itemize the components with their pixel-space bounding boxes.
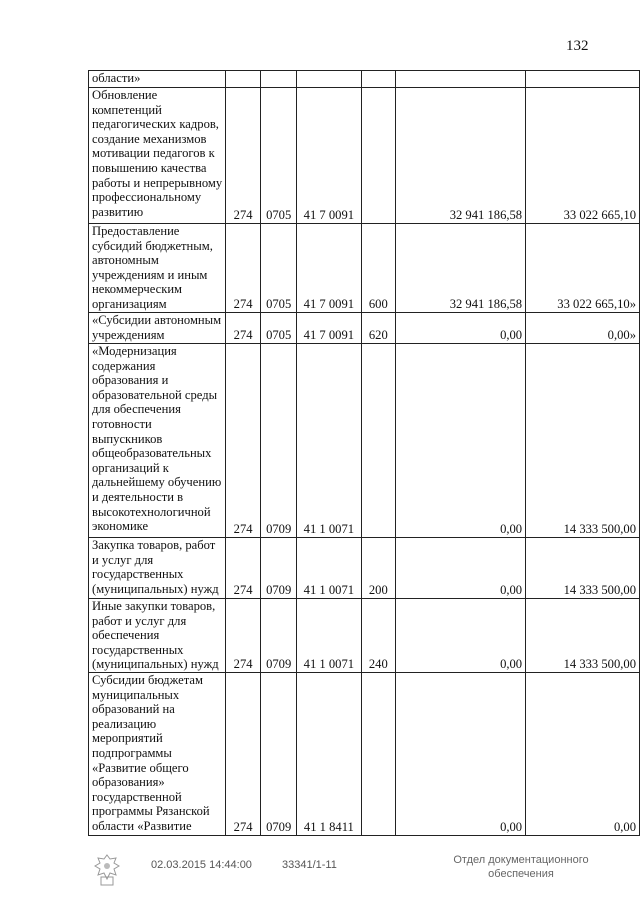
row-vr: 600 (361, 224, 395, 313)
row-sum-b (526, 71, 640, 88)
row-vr (361, 673, 395, 836)
row-section: 0705 (261, 88, 296, 224)
row-section: 0705 (261, 313, 296, 344)
row-target: 41 1 8411 (296, 673, 361, 836)
row-name: Субсидии бюджетам муниципальных образований на реализацию мероприятий подпрограммы «Развитие общего образования» государственной программы Рязанской области «Развитие (89, 673, 226, 836)
page-number: 132 (566, 38, 589, 54)
table-row (89, 538, 640, 599)
table-row (89, 344, 640, 538)
footer-datetime: 02.03.2015 14:44:00 (151, 859, 252, 871)
row-sum-a: 32 941 186,58 (395, 88, 525, 224)
row-name: Предоставление субсидий бюджетным, автономным учреждениям и иным некоммерческим организациям (89, 224, 226, 313)
table-row (89, 224, 640, 313)
row-sum-a: 0,00 (395, 673, 525, 836)
row-vr (361, 71, 395, 88)
row-vr: 200 (361, 538, 395, 599)
row-vr (361, 88, 395, 224)
row-grbs: 274 (225, 538, 261, 599)
table-row (89, 313, 640, 344)
row-sum-b: 14 333 500,00 (526, 538, 640, 599)
row-section: 0709 (261, 673, 296, 836)
row-sum-a: 0,00 (395, 344, 525, 538)
budget-table (88, 70, 640, 836)
row-grbs: 274 (225, 224, 261, 313)
row-section: 0705 (261, 224, 296, 313)
row-sum-b: 14 333 500,00 (526, 344, 640, 538)
row-grbs: 274 (225, 88, 261, 224)
row-sum-b: 33 022 665,10» (526, 224, 640, 313)
row-sum-b: 0,00» (526, 313, 640, 344)
table-row (89, 88, 640, 224)
row-section: 0709 (261, 344, 296, 538)
row-sum-a: 0,00 (395, 313, 525, 344)
row-grbs: 274 (225, 599, 261, 673)
row-target: 41 7 0091 (296, 313, 361, 344)
row-sum-a: 32 941 186,58 (395, 224, 525, 313)
coat-of-arms-icon (92, 853, 122, 887)
footer-office-line1: Отдел документационного (453, 854, 589, 866)
footer-office-line2: обеспечения (488, 868, 554, 880)
table-row (89, 673, 640, 836)
row-name: Закупка товаров, работ и услуг для государственных (муниципальных) нужд (89, 538, 226, 599)
row-sum-a: 0,00 (395, 599, 525, 673)
row-target: 41 7 0091 (296, 224, 361, 313)
row-name: области» (89, 71, 226, 88)
row-sum-a (395, 71, 525, 88)
row-grbs: 274 (225, 344, 261, 538)
footer-office-stamp (446, 853, 596, 881)
row-section (261, 71, 296, 88)
row-section: 0709 (261, 538, 296, 599)
footer-doc-code: 33341/1-11 (282, 859, 337, 871)
row-grbs (225, 71, 261, 88)
table-row (89, 71, 640, 88)
row-name: Иные закупки товаров, работ и услуг для обеспечения государственных (муниципальных) нужд (89, 599, 226, 673)
row-name: «Модернизация содержания образования и образовательной среды для обеспечения готовности выпускников общеобразовательных организаций к дальнейшему обучению и деятельности в высокотехнологичной экономике (89, 344, 226, 538)
row-grbs: 274 (225, 313, 261, 344)
row-sum-b: 0,00 (526, 673, 640, 836)
row-vr: 620 (361, 313, 395, 344)
row-sum-b: 14 333 500,00 (526, 599, 640, 673)
row-target: 41 1 0071 (296, 344, 361, 538)
row-target: 41 1 0071 (296, 599, 361, 673)
row-name: «Субсидии автономным учреждениям (89, 313, 226, 344)
row-sum-a: 0,00 (395, 538, 525, 599)
row-section: 0709 (261, 599, 296, 673)
row-grbs: 274 (225, 673, 261, 836)
table-row (89, 599, 640, 673)
row-target (296, 71, 361, 88)
row-vr (361, 344, 395, 538)
row-target: 41 1 0071 (296, 538, 361, 599)
row-name: Обновление компетенций педагогических кадров, создание механизмов мотивации педагогов к повышению качества работы и непрерывному профессиональному развитию (89, 88, 226, 224)
row-vr: 240 (361, 599, 395, 673)
row-target: 41 7 0091 (296, 88, 361, 224)
row-sum-b: 33 022 665,10 (526, 88, 640, 224)
